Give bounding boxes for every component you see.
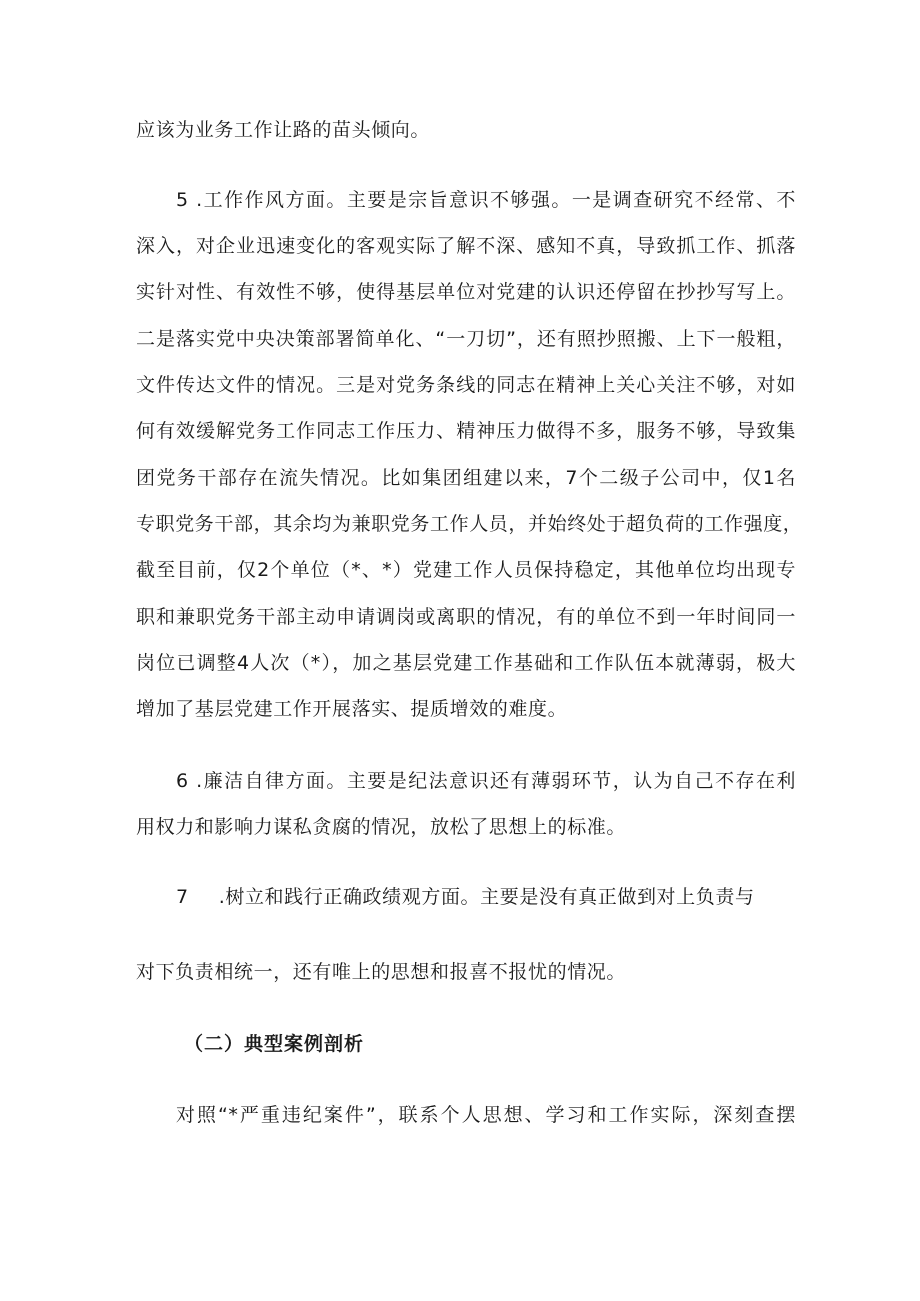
paragraph-line: 何有效缓解党务工作同志工作压力、精神压力做得不多，服务不够，导致集 <box>136 420 796 442</box>
paragraph-line: 深入，对企业迅速变化的客观实际了解不深、感知不真，导致抓工作、抓落 <box>136 235 796 257</box>
item-7-text: .树立和践行正确政绩观方面。主要是没有真正做到对上负责与 <box>218 886 755 908</box>
paragraph-line: 对下负责相统一，还有唯上的思想和报喜不报忧的情况。 <box>136 961 627 983</box>
paragraph-line: 应该为业务工作让路的苗头倾向。 <box>136 119 431 141</box>
paragraph-line: 增加了基层党建工作开展落实、提质增效的难度。 <box>136 698 568 720</box>
paragraph-line: 6 .廉洁自律方面。主要是纪法意识还有薄弱环节，认为自己不存在利 <box>176 770 796 792</box>
paragraph-line: 5 .工作作风方面。主要是宗旨意识不够强。一是调查研究不经常、不 <box>176 189 796 211</box>
paragraph-line: 文件传达文件的情况。三是对党务条线的同志在精神上关心关注不够，对如 <box>136 374 796 396</box>
paragraph-line: 二是落实党中央决策部署简单化、“一刀切”，还有照抄照搬、上下一般粗， <box>136 328 796 350</box>
paragraph-line: 专职党务干部，其余均为兼职党务工作人员，并始终处于超负荷的工作强度， <box>136 513 803 535</box>
paragraph-line: 对照“*严重违纪案件”，联系个人思想、学习和工作实际，深刻查摆 <box>176 1104 796 1126</box>
paragraph-line: 岗位已调整4人次（*），加之基层党建工作基础和工作队伍本就薄弱，极大 <box>136 652 796 674</box>
item-7-line <box>176 885 796 909</box>
paragraph-line: 团党务干部存在流失情况。比如集团组建以来，7个二级子公司中，仅1名 <box>136 467 796 489</box>
item-7-number: 7 <box>176 886 189 908</box>
paragraph-line: 实针对性、有效性不够，使得基层单位对党建的认识还停留在抄抄写写上。 <box>136 281 796 303</box>
paragraph-line: 职和兼职党务干部主动申请调岗或离职的情况，有的单位不到一年时间同一 <box>136 606 796 628</box>
paragraph-line: 用权力和影响力谋私贪腐的情况，放松了思想上的标准。 <box>136 816 627 838</box>
paragraph-line: 截至目前，仅2个单位（*、*）党建工作人员保持稳定，其他单位均出现专 <box>136 559 796 581</box>
section-heading: （二）典型案例剖析 <box>184 1033 365 1055</box>
